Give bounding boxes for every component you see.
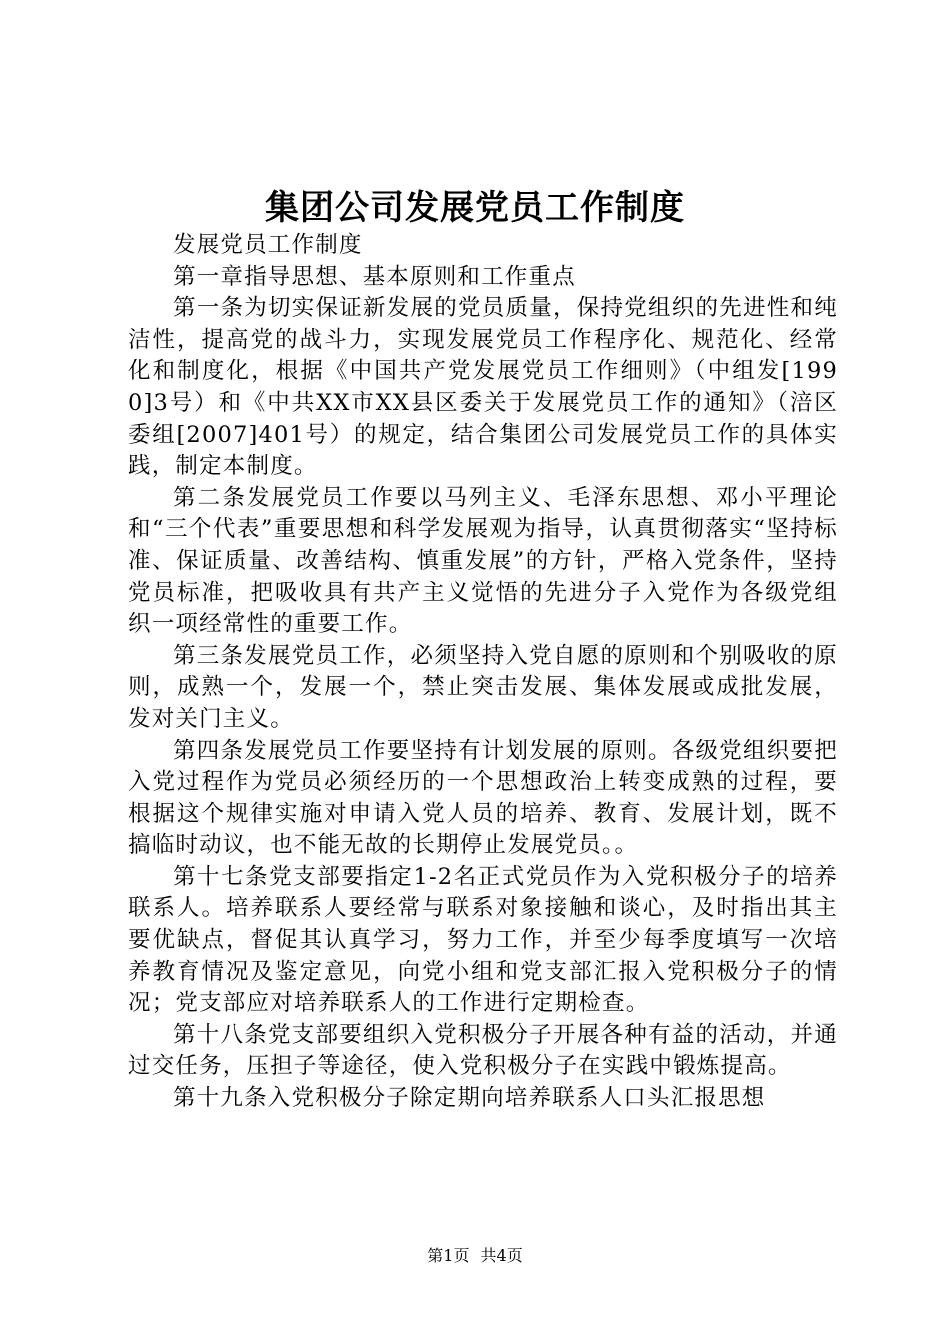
paragraph-article-2: 第二条发展党员工作要以马列主义、毛泽东思想、邓小平理论和“三个代表”重要思想和科学发展观为指导，认真贯彻落实“坚持标准、保证质量、改善结构、慎重发展”的方针，严格入党条件，坚持党员标准，把吸收具有共产主义觉悟的先进分子入党作为各级党组织一项经常性的重要工作。: [128, 484, 838, 638]
paragraph-article-17: 第十七条党支部要指定1-2名正式党员作为入党积极分子的培养联系人。培养联系人要经常与联系对象接触和谈心，及时指出其主要优缺点，督促其认真学习，努力工作，并至少每季度填写一次培养教育情况及鉴定意见，向党小组和党支部汇报入党积极分子的情况；党支部应对培养联系人的工作进行定期检查。: [128, 863, 838, 1017]
paragraph-article-4: 第四条发展党员工作要坚持有计划发展的原则。各级党组织要把入党过程作为党员必须经历的一个思想政治上转变成熟的过程，要根据这个规律实施对申请入党人员的培养、教育、发展计划，既不搞临时动议，也不能无故的长期停止发展党员。。: [128, 737, 838, 859]
document-body: [128, 230, 838, 1115]
page-number: 第1页: [427, 1246, 470, 1265]
paragraph-chapter-title: 第一章指导思想、基本原则和工作重点: [173, 263, 576, 290]
document-title: 集团公司发展党员工作制度: [265, 188, 685, 228]
paragraph-article-3: 第三条发展党员工作，必须坚持入党自愿的原则和个别吸收的原则，成熟一个，发展一个，禁止突击发展、集体发展或成批发展，发对关门主义。: [128, 642, 838, 732]
page-footer: [0, 1244, 950, 1268]
page-total: 共4页: [480, 1246, 523, 1265]
paragraph-article-19: 第十九条入党积极分子除定期向培养联系人口头汇报思想: [173, 1085, 766, 1112]
paragraph-heading: 发展党员工作制度: [173, 232, 363, 258]
paragraph-article-1: 第一条为切实保证新发展的党员质量，保持党组织的先进性和纯洁性，提高党的战斗力，实现发展党员工作程序化、规范化、经常化和制度化，根据《中国共产党发展党员工作细则》（中组发[1990]3号）和《中共XX市XX县区委关于发展党员工作的通知》（涪区委组[2007]401号）的规定，结合集团公司发展党员工作的具体实践，制定本制度。: [128, 295, 838, 480]
paragraph-article-18: 第十八条党支部要组织入党积极分子开展各种有益的活动，并通过交任务，压担子等途径，使入党积极分子在实践中锻炼提高。: [128, 1021, 838, 1080]
